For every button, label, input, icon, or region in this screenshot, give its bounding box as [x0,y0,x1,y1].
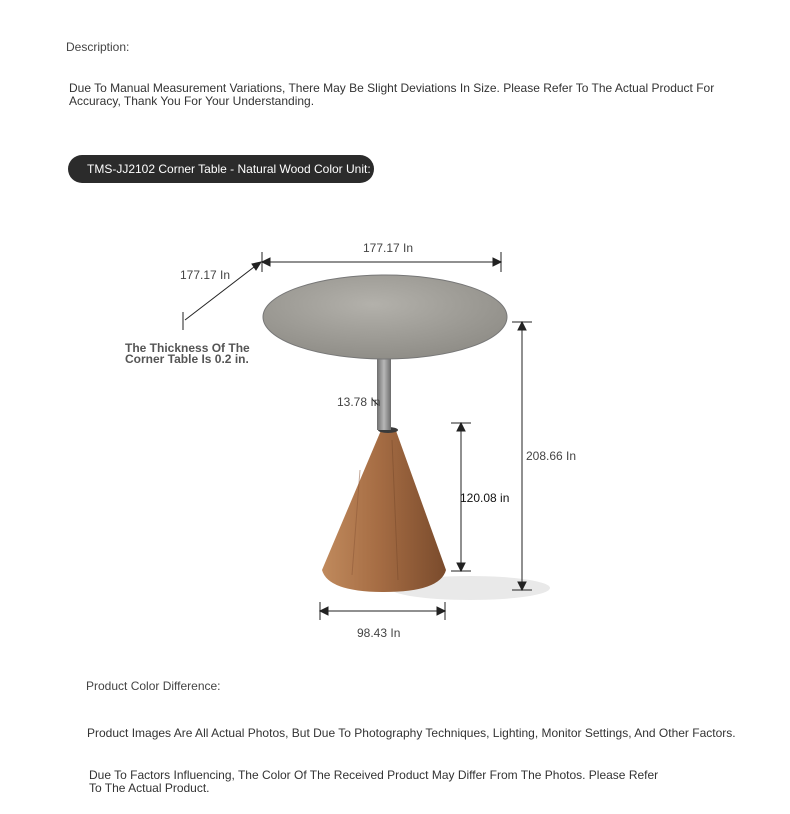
color-difference-line-2: To The Actual Product. [89,781,210,795]
description-line-1: Due To Manual Measurement Variations, There May Be Slight Deviations In Size. Please Refer To The Actual Product For [69,81,715,95]
color-difference-line-1: Due To Factors Influencing, The Color Of The Received Product May Differ From The Photos. Please Refer [89,768,659,782]
thickness-note [125,343,250,365]
base-height-label: 120.08 in [460,491,510,505]
pole-diameter-label: 13.78 In [337,395,381,409]
wood-cone-base [322,428,446,592]
color-difference-text-1: Product Images Are All Actual Photos, But Due To Photography Techniques, Lighting, Monitor Settings, And Other Factors. [87,726,736,740]
description-heading: Description: [66,40,130,54]
product-title-pill: TMS-JJ2102 Corner Table - Natural Wood Color Unit: [68,155,374,183]
color-difference-text-2 [89,769,739,795]
tabletop [263,275,507,359]
thickness-note-line-2: Corner Table Is 0.2 in. [125,352,249,366]
description-line-2: Accuracy, Thank You For Your Understanding. [69,94,315,108]
thickness-note-line-1: The Thickness Of The [125,341,250,355]
table-pole [377,358,391,430]
color-difference-heading: Product Color Difference: [86,679,221,693]
top-width-label: 177.17 In [363,241,414,255]
base-diameter-label: 98.43 In [357,626,401,640]
top-depth-label: 177.17 In [180,268,231,282]
total-height-label: 208.66 In [526,449,577,463]
